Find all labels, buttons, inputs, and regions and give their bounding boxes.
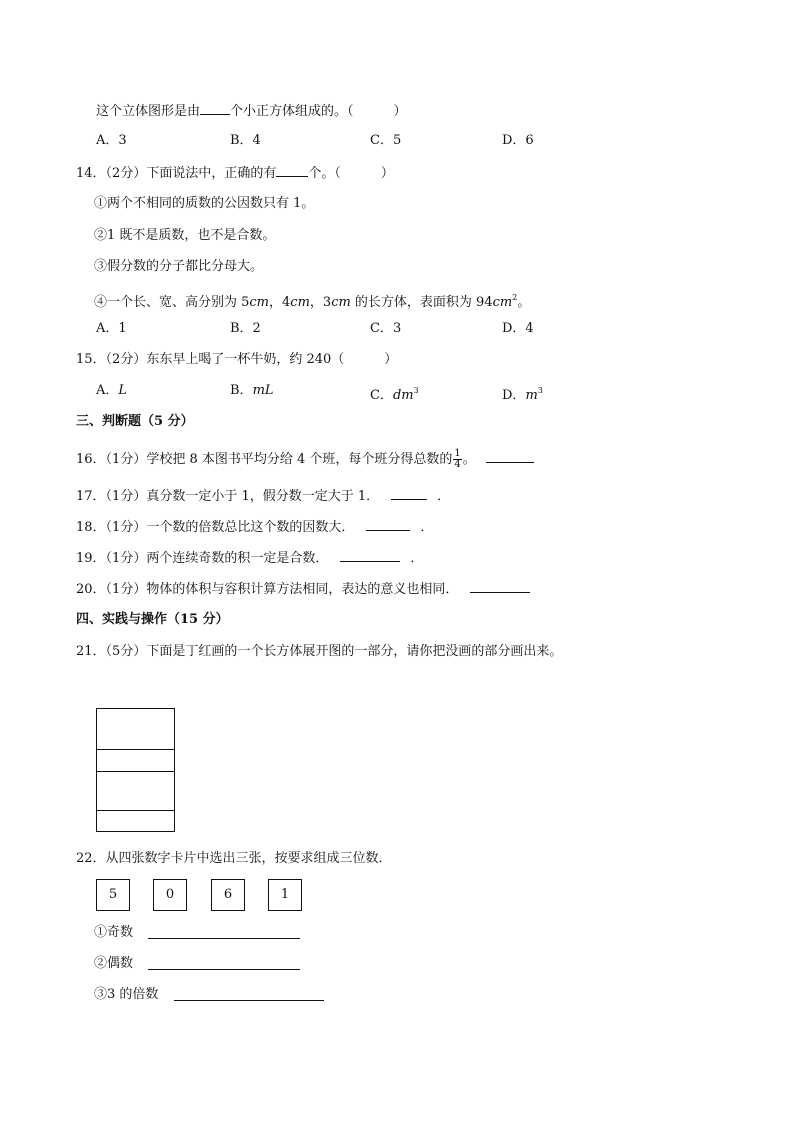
q13-text-after: 个小正方体组成的。（ — [230, 104, 354, 119]
q22-part-2-label: ②偶数 — [94, 956, 134, 971]
q13-option-b[interactable]: B．4 — [230, 133, 261, 148]
q13-option-c[interactable]: C．5 — [370, 133, 402, 148]
q16-text: 16．（1分）学校把 8 本图书平均分给 4 个班，每个班分得总数的 — [76, 452, 453, 467]
q15-option-d[interactable] — [502, 382, 543, 405]
q22-part-3-label: ③3 的倍数 — [94, 987, 159, 1002]
q13-paren-close: ） — [393, 104, 407, 119]
q14-option-a[interactable]: A．1 — [96, 321, 127, 336]
q14-s4-unit-2: cm — [290, 295, 310, 310]
q15-stem — [76, 351, 397, 369]
q13-option-d[interactable]: D．6 — [502, 133, 534, 148]
number-card-3: 6 — [211, 879, 245, 911]
q13-stem — [96, 102, 407, 121]
q16-fraction-numerator: 1 — [454, 448, 461, 459]
q16-fraction — [453, 449, 461, 470]
q13-option-a[interactable]: A．3 — [96, 133, 127, 148]
q14-stem — [76, 164, 394, 183]
q15-text: 15．（2分）东东早上喝了一杯牛奶，约 240（ — [76, 352, 345, 367]
q14-statement-4 — [94, 289, 530, 312]
q14-s4-mid-1: ，4 — [269, 295, 291, 310]
net-face-4 — [96, 810, 175, 832]
net-face-1 — [96, 708, 175, 750]
number-card-2: 0 — [153, 879, 187, 911]
q15-option-b[interactable] — [230, 382, 274, 400]
q17-end: ． — [437, 489, 451, 504]
q14-s4-prefix: ④一个长、宽、高分别为 5 — [94, 295, 250, 310]
q18-end: ． — [420, 520, 434, 535]
q18-stem — [76, 518, 433, 537]
q14-option-d[interactable]: D．4 — [502, 321, 534, 336]
number-card-4: 1 — [268, 879, 302, 911]
q15-option-d-exponent: 3 — [537, 386, 543, 395]
q16-answer-blank[interactable] — [486, 450, 534, 463]
q20-answer-blank[interactable] — [470, 580, 530, 593]
q15-option-a[interactable] — [96, 382, 127, 400]
q16-fraction-denominator: 4 — [454, 459, 461, 470]
q18-text: 18．（1分）一个数的倍数总比这个数的因数大． — [76, 520, 355, 535]
q20-stem — [76, 580, 530, 599]
q14-statement-2: ②1 既不是质数，也不是合数。 — [94, 228, 276, 243]
q14-s4-unit-4: cm — [492, 295, 513, 310]
q14-text-after: 个。（ — [308, 166, 341, 181]
q14-option-c[interactable]: C．3 — [370, 321, 402, 336]
section-3-heading: 三、判断题（5 分） — [76, 414, 194, 429]
number-card-1: 5 — [96, 879, 130, 911]
q22-stem: 22．从四张数字卡片中选出三张，按要求组成三位数． — [76, 851, 392, 866]
q15-option-c-exponent: 3 — [413, 386, 419, 395]
q14-s4-exponent: 2 — [512, 293, 518, 302]
q17-text: 17．（1分）真分数一定小于 1，假分数一定大于 1． — [76, 489, 380, 504]
q14-paren-close: ） — [380, 166, 394, 181]
q20-text: 20．（1分）物体的体积与容积计算方法相同，表达的意义也相同． — [76, 582, 459, 597]
q19-answer-blank[interactable] — [340, 549, 400, 562]
q15-paren-close: ） — [384, 352, 398, 367]
q22-part-1-answer-line[interactable] — [148, 938, 300, 939]
section-4-heading: 四、实践与操作（15 分） — [76, 612, 229, 627]
q17-stem — [76, 487, 450, 506]
q15-option-b-unit: mL — [252, 383, 274, 398]
q14-s4-unit-1: cm — [249, 295, 270, 310]
q14-s4-end: 。 — [517, 295, 531, 310]
q14-answer-blank[interactable] — [276, 164, 308, 177]
q19-end: ． — [410, 551, 424, 566]
q14-s4-mid-2: ，3 — [309, 295, 332, 310]
q15-option-d-prefix: D． — [502, 388, 526, 403]
q18-answer-blank[interactable] — [366, 518, 410, 531]
q22-part-1-label: ①奇数 — [94, 925, 134, 940]
q22-part-2-answer-line[interactable] — [148, 969, 300, 970]
q13-text-before: 这个立体图形是由 — [96, 104, 201, 119]
q15-option-c[interactable] — [370, 382, 419, 405]
net-face-3 — [96, 771, 175, 811]
q15-option-d-unit: m — [525, 388, 538, 403]
q19-stem — [76, 549, 423, 568]
q15-option-b-prefix: B． — [230, 383, 253, 398]
q13-answer-blank[interactable] — [200, 102, 230, 115]
q14-text-before: 14．（2分）下面说法中，正确的有 — [76, 166, 277, 181]
q15-option-a-unit: L — [118, 383, 128, 398]
q22-part-3-answer-line[interactable] — [174, 1000, 324, 1001]
q16-end: 。 — [462, 452, 476, 467]
q14-statement-1: ①两个不相同的质数的公因数只有 1。 — [94, 196, 315, 211]
q15-option-c-unit: dm — [392, 388, 414, 403]
q19-text: 19．（1分）两个连续奇数的积一定是合数． — [76, 551, 329, 566]
q21-stem: 21．（5分）下面是丁红画的一个长方体展开图的一部分，请你把没画的部分画出来。 — [76, 644, 563, 659]
q14-s4-unit-3: cm — [331, 295, 351, 310]
q15-option-c-prefix: C． — [370, 388, 393, 403]
q17-answer-blank[interactable] — [391, 487, 427, 500]
q15-option-a-prefix: A． — [96, 383, 119, 398]
q14-s4-mid-3: 的长方体，表面积为 94 — [350, 295, 493, 310]
q14-option-b[interactable]: B．2 — [230, 321, 261, 336]
q16-stem — [76, 448, 534, 472]
q14-statement-3: ③假分数的分子都比分母大。 — [94, 259, 264, 274]
net-face-2 — [96, 749, 175, 772]
